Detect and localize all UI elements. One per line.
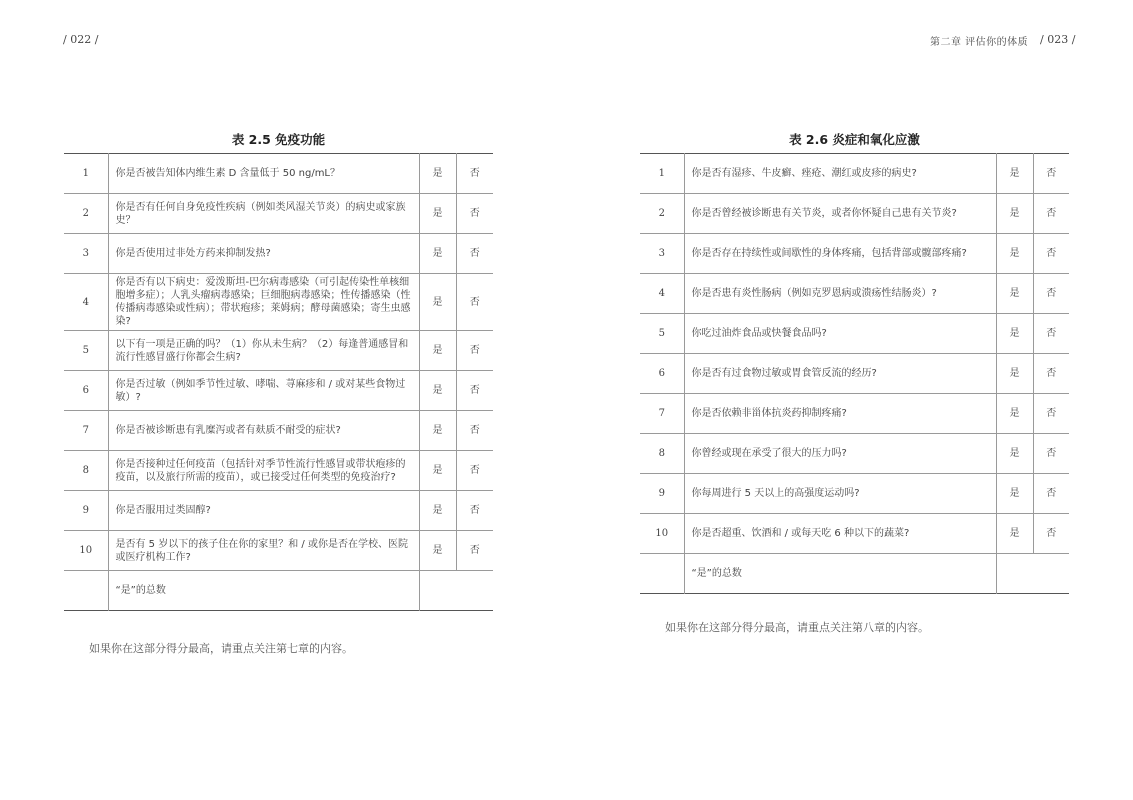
table-row: [64, 154, 493, 194]
yes-option[interactable]: 是: [996, 394, 1033, 434]
no-option[interactable]: 否: [456, 411, 493, 451]
table-row: [64, 451, 493, 491]
row-number: 1: [64, 154, 108, 194]
chapter-running-header: 第二章 评估你的体质: [930, 37, 1029, 48]
yes-option[interactable]: 是: [419, 371, 456, 411]
table-row: [64, 234, 493, 274]
question-text: 你吃过油炸食品或快餐食品吗?: [684, 314, 996, 354]
no-option[interactable]: 否: [1033, 354, 1069, 394]
no-option[interactable]: 否: [1033, 274, 1069, 314]
no-option[interactable]: 否: [456, 274, 493, 331]
no-option[interactable]: 否: [1033, 474, 1069, 514]
total-row-empty: [64, 571, 108, 611]
question-text: 你是否存在持续性或间歇性的身体疼痛，包括背部或髋部疼痛?: [684, 234, 996, 274]
question-text: 你是否有任何自身免疫性疾病（例如类风湿关节炎）的病史或家族史？: [108, 194, 419, 234]
no-option[interactable]: 否: [1033, 434, 1069, 474]
table-row: [64, 531, 493, 571]
no-option[interactable]: 否: [1033, 234, 1069, 274]
yes-option[interactable]: 是: [419, 531, 456, 571]
yes-option[interactable]: 是: [996, 234, 1033, 274]
table-row: [640, 434, 1069, 474]
table-row: [640, 274, 1069, 314]
yes-option[interactable]: 是: [419, 451, 456, 491]
question-text: 你每周进行 5 天以上的高强度运动吗?: [684, 474, 996, 514]
total-count-field[interactable]: [419, 571, 493, 611]
question-text: 你是否有以下病史：爱泼斯坦-巴尔病毒感染（可引起传染性单核细胞增多症）；人乳头瘤病毒感染；巨细胞病毒感染；性传播感染（性传播病毒感染或性病）；带状疱疹；莱姆病；酵母菌感染；寄生虫感染?: [108, 274, 419, 331]
no-option[interactable]: 否: [456, 451, 493, 491]
yes-option[interactable]: 是: [996, 154, 1033, 194]
row-number: 6: [640, 354, 684, 394]
row-number: 5: [640, 314, 684, 354]
no-option[interactable]: 否: [456, 154, 493, 194]
no-option[interactable]: 否: [456, 194, 493, 234]
row-number: 10: [64, 531, 108, 571]
yes-option[interactable]: 是: [996, 274, 1033, 314]
row-number: 10: [640, 514, 684, 554]
yes-option[interactable]: 是: [419, 411, 456, 451]
left-table-section: [64, 130, 493, 611]
inflammation-table: [640, 153, 1069, 594]
question-text: 你是否曾经被诊断患有关节炎，或者你怀疑自己患有关节炎?: [684, 194, 996, 234]
yes-option[interactable]: 是: [996, 514, 1033, 554]
table-row: [64, 274, 493, 331]
row-number: 3: [640, 234, 684, 274]
table-row: [640, 234, 1069, 274]
total-count-field[interactable]: [996, 554, 1069, 594]
no-option[interactable]: 否: [456, 331, 493, 371]
table-row: [64, 331, 493, 371]
row-number: 2: [640, 194, 684, 234]
total-row: [640, 554, 1069, 594]
table-row: [64, 491, 493, 531]
row-number: 7: [64, 411, 108, 451]
question-text: 你是否有过食物过敏或胃食管反流的经历?: [684, 354, 996, 394]
row-number: 9: [640, 474, 684, 514]
row-number: 3: [64, 234, 108, 274]
yes-option[interactable]: 是: [419, 154, 456, 194]
table-row: [640, 474, 1069, 514]
table-row: [64, 371, 493, 411]
question-text: 你是否被告知体内维生素 D 含量低于 50 ng/mL？: [108, 154, 419, 194]
question-text: 你是否服用过类固醇?: [108, 491, 419, 531]
row-number: 1: [640, 154, 684, 194]
question-text: 是否有 5 岁以下的孩子住在你的家里？和 / 或你是否在学校、医院或医疗机构工作?: [108, 531, 419, 571]
table-row: [64, 411, 493, 451]
table-row: [640, 394, 1069, 434]
table-row: [640, 354, 1069, 394]
no-option[interactable]: 否: [456, 531, 493, 571]
no-option[interactable]: 否: [1033, 194, 1069, 234]
no-option[interactable]: 否: [1033, 514, 1069, 554]
immune-function-table: [64, 153, 493, 611]
yes-option[interactable]: 是: [419, 491, 456, 531]
yes-option[interactable]: 是: [419, 274, 456, 331]
no-option[interactable]: 否: [456, 371, 493, 411]
table-row: [64, 194, 493, 234]
no-option[interactable]: 否: [1033, 154, 1069, 194]
yes-option[interactable]: 是: [996, 314, 1033, 354]
total-label: “是”的总数: [684, 554, 996, 594]
total-row-empty: [640, 554, 684, 594]
total-row: [64, 571, 493, 611]
table-row: [640, 154, 1069, 194]
row-number: 4: [640, 274, 684, 314]
row-number: 9: [64, 491, 108, 531]
question-text: 以下有一项是正确的吗？（1）你从未生病？（2）每逢普通感冒和流行性感冒盛行你都会生病?: [108, 331, 419, 371]
yes-option[interactable]: 是: [419, 234, 456, 274]
question-text: 你是否患有炎性肠病（例如克罗恩病或溃疡性结肠炎）?: [684, 274, 996, 314]
question-text: 你是否被诊断患有乳糜泻或者有麸质不耐受的症状?: [108, 411, 419, 451]
row-number: 8: [640, 434, 684, 474]
yes-option[interactable]: 是: [419, 331, 456, 371]
no-option[interactable]: 否: [456, 234, 493, 274]
question-text: 你是否有湿疹、牛皮癣、痤疮、潮红或皮疹的病史?: [684, 154, 996, 194]
row-number: 5: [64, 331, 108, 371]
yes-option[interactable]: 是: [996, 194, 1033, 234]
table-row: [640, 314, 1069, 354]
no-option[interactable]: 否: [1033, 314, 1069, 354]
yes-option[interactable]: 是: [419, 194, 456, 234]
row-number: 7: [640, 394, 684, 434]
table-row: [640, 514, 1069, 554]
row-number: 8: [64, 451, 108, 491]
no-option[interactable]: 否: [1033, 394, 1069, 434]
right-table-title: 表 2.6 炎症和氧化应激: [789, 132, 920, 147]
page-number-left: / 022 /: [63, 33, 99, 46]
page-number-right: / 023 /: [1040, 33, 1076, 46]
table-row: [640, 194, 1069, 234]
row-number: 2: [64, 194, 108, 234]
right-table-section: [640, 130, 1069, 594]
question-text: 你是否超重、饮酒和 / 或每天吃 6 种以下的蔬菜?: [684, 514, 996, 554]
total-label: “是”的总数: [108, 571, 419, 611]
question-text: 你是否依赖非甾体抗炎药抑制疼痛?: [684, 394, 996, 434]
question-text: 你是否使用过非处方药来抑制发热?: [108, 234, 419, 274]
left-table-note: 如果你在这部分得分最高，请重点关注第七章的内容。: [89, 642, 353, 655]
no-option[interactable]: 否: [456, 491, 493, 531]
question-text: 你曾经或现在承受了很大的压力吗?: [684, 434, 996, 474]
yes-option[interactable]: 是: [996, 354, 1033, 394]
yes-option[interactable]: 是: [996, 434, 1033, 474]
row-number: 6: [64, 371, 108, 411]
yes-option[interactable]: 是: [996, 474, 1033, 514]
question-text: 你是否接种过任何疫苗（包括针对季节性流行性感冒或带状疱疹的疫苗，以及旅行所需的疫苗），或已接受过任何类型的免疫治疗?: [108, 451, 419, 491]
right-table-note: 如果你在这部分得分最高，请重点关注第八章的内容。: [665, 621, 929, 634]
row-number: 4: [64, 274, 108, 331]
left-table-title: 表 2.5 免疫功能: [231, 132, 326, 147]
question-text: 你是否过敏（例如季节性过敏、哮喘、荨麻疹和 / 或对某些食物过敏）?: [108, 371, 419, 411]
